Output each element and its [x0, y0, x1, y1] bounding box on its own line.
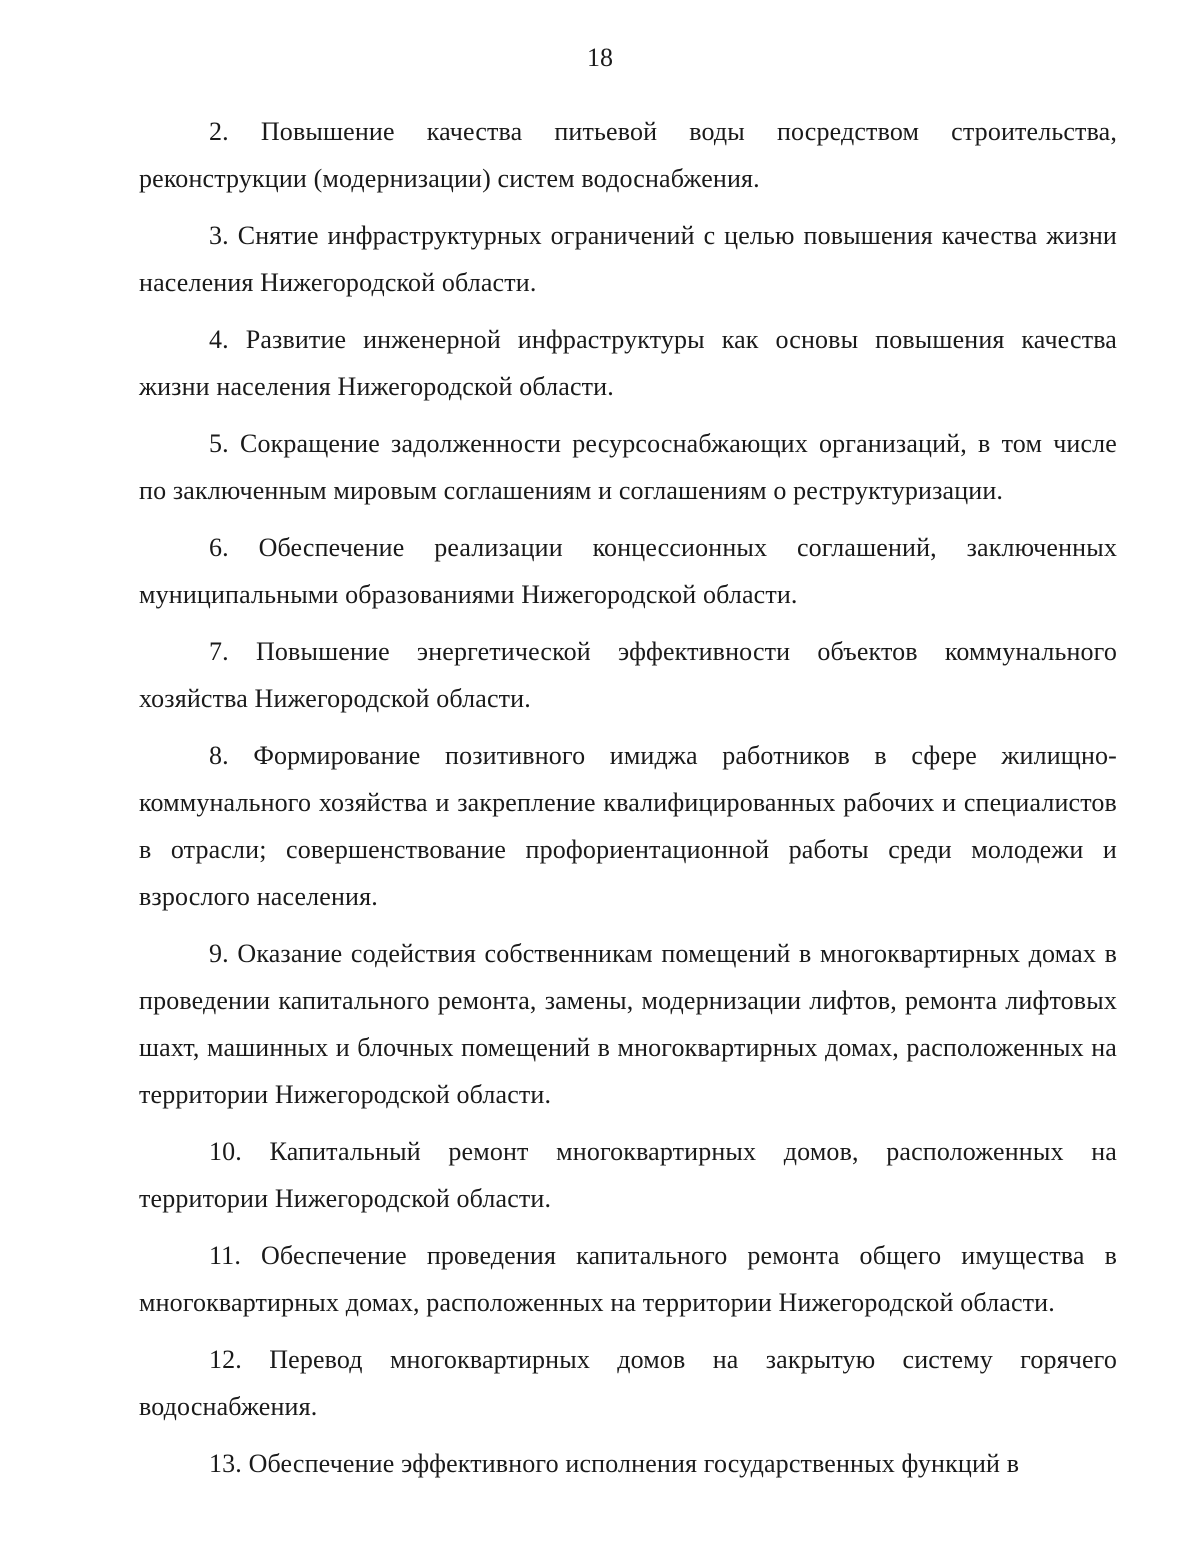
paragraph-item-4: 4. Развитие инженерной инфраструктуры как основы повышения качества жизни населения Нижегородской области.	[139, 325, 1117, 401]
paragraph-item-9: 9. Оказание содействия собственникам помещений в многоквартирных домах в проведении капитального ремонта, замены, модернизации лифтов, ремонта лифтовых шахт, машинных и блочных помещений в многоквартирных домах, расположенных на территории Нижегородской области.	[139, 939, 1117, 1109]
document-body	[139, 108, 1117, 1497]
paragraph-item-2: 2. Повышение качества питьевой воды посредством строительства, реконструкции (модернизации) систем водоснабжения.	[139, 117, 1117, 193]
paragraph-item-8: 8. Формирование позитивного имиджа работников в сфере жилищно-коммунального хозяйства и закрепление квалифицированных рабочих и специалистов в отрасли; совершенствование профориентационной работы среди молодежи и взрослого населения.	[139, 741, 1117, 911]
paragraph-item-6: 6. Обеспечение реализации концессионных соглашений, заключенных муниципальными образованиями Нижегородской области.	[139, 533, 1117, 609]
paragraph-item-5: 5. Сокращение задолженности ресурсоснабжающих организаций, в том числе по заключенным мировым соглашениям и соглашениям о реструктуризации.	[139, 429, 1117, 505]
paragraph-item-11: 11. Обеспечение проведения капитального ремонта общего имущества в многоквартирных домах, расположенных на территории Нижегородской области.	[139, 1241, 1117, 1317]
paragraph-item-10: 10. Капитальный ремонт многоквартирных домов, расположенных на территории Нижегородской области.	[139, 1137, 1117, 1213]
paragraph-item-7: 7. Повышение энергетической эффективности объектов коммунального хозяйства Нижегородской области.	[139, 637, 1117, 713]
page-number: 18	[587, 43, 613, 72]
paragraph-item-12: 12. Перевод многоквартирных домов на закрытую систему горячего водоснабжения.	[139, 1345, 1117, 1421]
paragraph-item-3: 3. Снятие инфраструктурных ограничений с целью повышения качества жизни населения Нижегородской области.	[139, 221, 1117, 297]
paragraph-item-13: 13. Обеспечение эффективного исполнения государственных функций в	[209, 1449, 1020, 1478]
